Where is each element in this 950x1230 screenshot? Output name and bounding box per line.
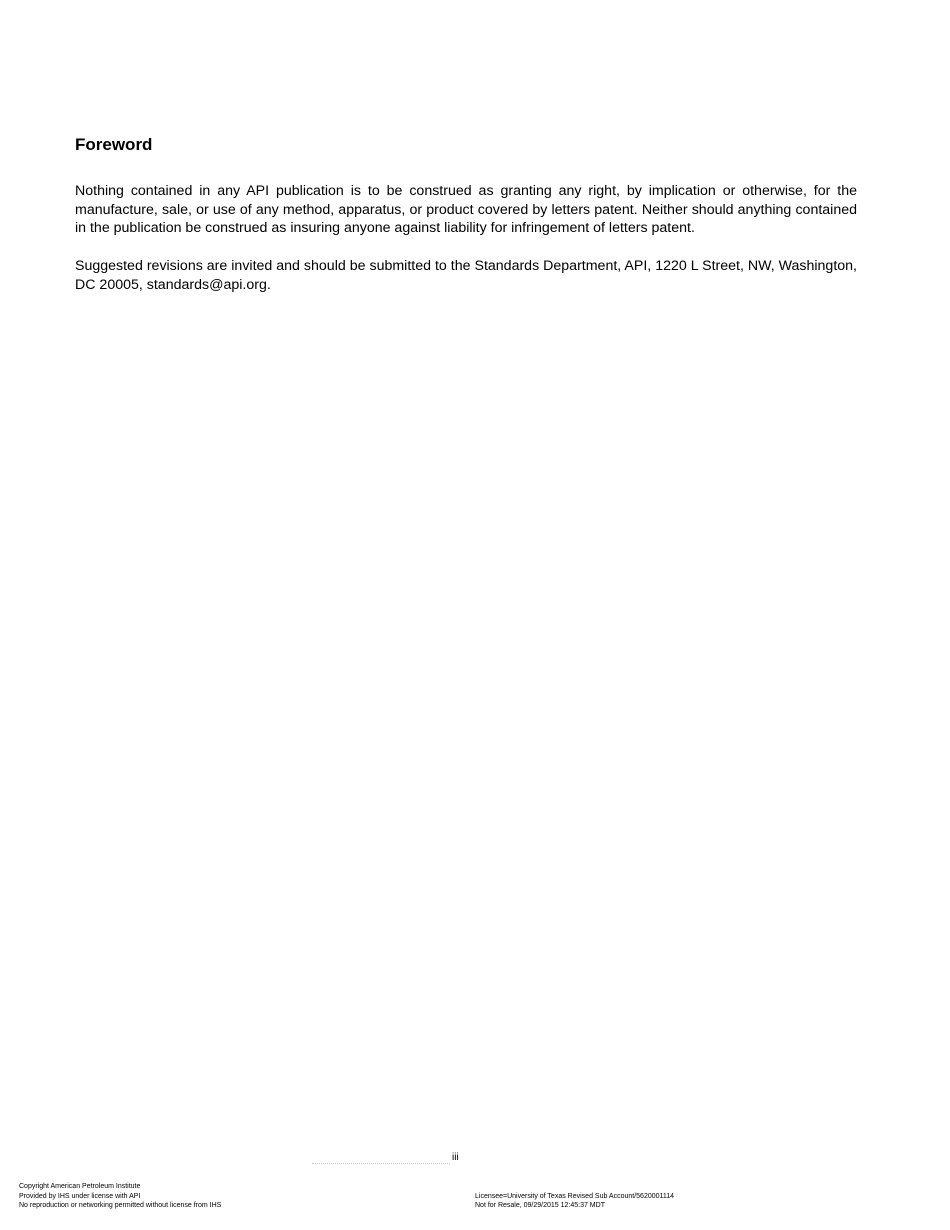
footer-provider: Provided by IHS under license with API (19, 1192, 141, 1200)
footer-reproduction-notice: No reproduction or networking permitted without license from IHS (19, 1202, 222, 1209)
page-heading: Foreword (75, 135, 153, 154)
footer-copyright: Copyright American Petroleum Institute (19, 1183, 141, 1190)
scan-artifact (312, 1163, 450, 1166)
foreword-paragraph-revisions: Suggested revisions are invited and should be submitted to the Standards Department, API, 1220 L Street, NW, Washington, DC 20005, standards@api.org. (75, 258, 857, 293)
footer-licensee: Licensee=University of Texas Revised Sub Account/5620001114 (475, 1192, 675, 1200)
footer-resale-notice: Not for Resale, 09/29/2015 12:45:37 MDT (475, 1202, 605, 1209)
foreword-paragraph-patent: Nothing contained in any API publication is to be construed as granting any right, by implication or otherwise, for the manufacture, sale, or use of any method, apparatus, or product covered by letters patent. Neither should anything contained in the publication be construed as insuring anyone against liability for infringement of letters patent. (75, 183, 857, 236)
page-number: iii (452, 1152, 459, 1163)
